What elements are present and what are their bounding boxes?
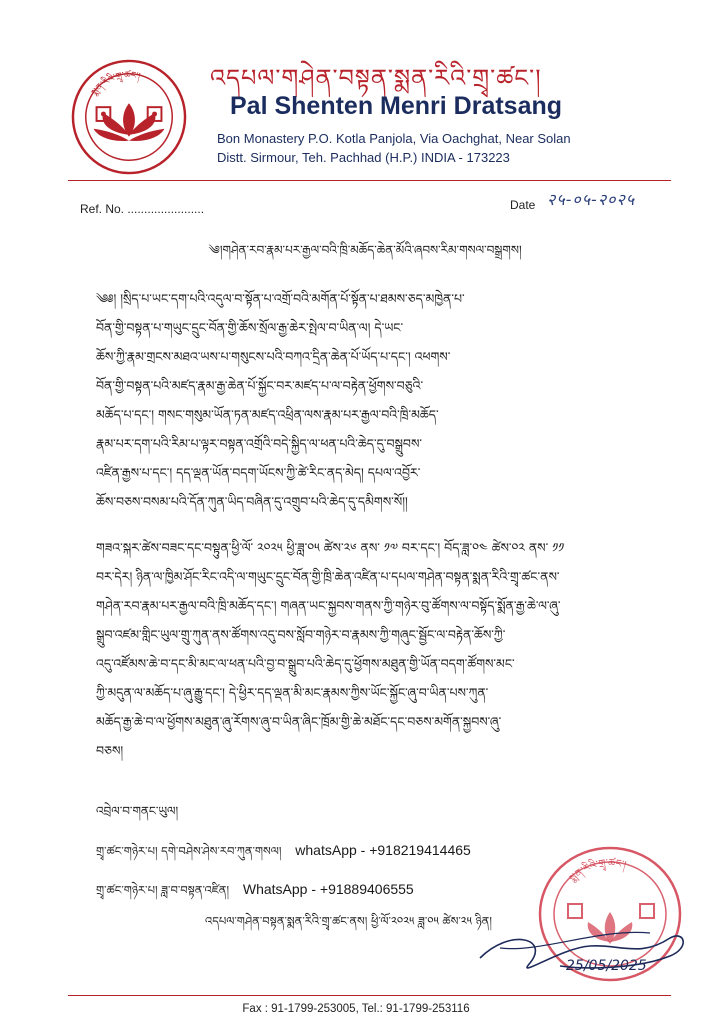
footer-divider — [68, 995, 671, 996]
paragraph-line: བོན་གྱི་བསྟན་པའི་མཛད་རྣམ་རྒྱ་ཆེན་པོ་སྐྱོང་བར་མཛད་པ་ལ་བརྟེན་ཕྱོགས་བཅུའི་ — [96, 378, 424, 393]
paragraph-line: ཆོས་ཀྱི་རྣམ་གྲངས་མཐའ་ཡས་པ་གསུངས་པའི་བཀའ་དྲིན་ཆེན་པོ་ཡོད་པ་དང་། འཕགས་ — [96, 349, 451, 364]
paragraph-line: བོན་གྱི་བསྟན་པ་གཡུང་དྲུང་བོན་གྱི་ཆོས་སྲོལ་རྒྱ་ཆེར་སྤེལ་བ་ཡིན་ལ། དེ་ཡང་ — [96, 320, 404, 335]
paragraph-line: གཤེན་རབ་རྣམ་པར་རྒྱལ་བའི་ཁྲི་མཆོད་དང་། གཞན་ཡང་སྐྱབས་གནས་ཀྱི་གཉེར་བུ་ཚོགས་ལ་བསྟོད་སྨོན་རྒྱ་ཆེ་ལ་ཞུ་ — [96, 598, 561, 613]
contact-name: གྲྭ་ཚང་གཉེར་པ། དགེ་བཤེས་ཤེས་རབ་ཀུན་གསལ། — [96, 844, 282, 858]
signature-line: འདཔལ་གཤེན་བསྟན་སྨན་རིའི་གྲྭ་ཚང་ནས། ཕྱི་ལོ་༢༠༢༥ ཟླ་༠༥ ཚེས་༢༥ ཉིན། — [205, 914, 492, 928]
paragraph-line: བར་དེར། ཉིན་ལ་ཁྱིམ་ཤོང་རིང་འདི་ལ་གཡུང་དྲུང་བོན་གྱི་ཁྲི་ཆེན་འཛིན་པ་དཔལ་གཤེན་བསྟན་སྨན་རིའི་གྲྭ་ཚང་ནས་ — [96, 569, 560, 584]
date-handwritten: २५-०५-२०२५ — [547, 190, 636, 209]
footer-contact: Fax : 91-1799-253005, Tel.: 91-1799-253116 — [242, 1003, 470, 1015]
paragraph-line: འཛིན་རྒྱས་པ་དང་། དད་ལྡན་ཡོན་བདག་ཡོངས་ཀྱི་ཚེ་རིང་ནད་མེད། དཔལ་འབྱོར་ — [96, 465, 421, 480]
paragraph-line: རྣམ་པར་དག་པའི་རིམ་པ་ལྟར་བསྟན་འགྲོའི་བདེ་སྐྱིད་ལ་ཕན་པའི་ཆེད་དུ་བསྒྲུབས་ — [96, 436, 423, 451]
paragraph-line: གཟའ་སྐར་ཚེས་བཟང་དང་བསྟུན་ཕྱི་ལོ་ ༢༠༢༥ ཕྱི་ཟླ་༠༥ ཚེས་༢༦ ནས་ ༡༧ བར་དང་། བོད་ཟླ་༠༤ ཚེས་༠༢ ནས་ ༡༡ — [96, 540, 565, 555]
paragraph-line: མཆོད་རྒྱ་ཆེ་བ་ལ་ཕྱོགས་མཐུན་ཞུ་རོགས་ཞུ་བ་ཡིན་ཞིང་ཁྲོམ་གྱི་ཆེ་མཐོང་དང་བཅས་མགོན་སྐྱབས་ཞུ་ — [96, 714, 502, 729]
handwritten-signature — [470, 908, 700, 988]
body-paragraph-2 — [96, 533, 656, 765]
svg-text:སྨན་རིའི་གྲྭ་ཚང་། — [568, 857, 628, 885]
paragraph-line: ༄༅། །སྲིད་པ་ཡང་དག་པའི་འདུལ་བ་སྟོན་པ་འགྲོ་བའི་མགོན་པོ་སྟོན་པ་ཐམས་ཅད་མཁྱེན་པ་ — [96, 291, 465, 306]
contact-heading: འབྲེལ་བ་གནང་ཡུལ། — [96, 804, 179, 818]
paragraph-line: ཆོས་བཅས་བསམ་པའི་དོན་ཀུན་ཡིད་བཞིན་དུ་འགྲུབ་པའི་ཆེད་དུ་དམིགས་སོ།། — [96, 494, 408, 509]
svg-text:སྨན་རིའི་གྲྭ་ཚང་། — [90, 70, 141, 98]
body-paragraph-1 — [96, 284, 656, 516]
date-label: Date — [510, 198, 536, 212]
paragraph-line: འདུ་འཛོམས་ཆེ་བ་དང་མི་མང་ལ་ཕན་པའི་བྱ་བ་སྒྲུབ་པའི་ཆེད་དུ་ཕྱོགས་མཐུན་གྱི་ཡོན་བདག་ཚོགས་མང་ — [96, 656, 515, 671]
header-divider — [68, 180, 671, 181]
paragraph-line: མཆོད་པ་དང་། གསང་གསུམ་ཡོན་ཏན་མཛད་འཕྲིན་ལས་རྣམ་པར་རྒྱལ་བའི་ཁྲི་མཆོད་ — [96, 407, 439, 422]
paragraph-line: བཅས། — [96, 743, 124, 758]
contact-phone: whatsApp - +918219414465 — [295, 842, 471, 858]
address-line-1: Bon Monastery P.O. Kotla Panjola, Via Oachghat, Near Solan — [217, 131, 571, 146]
org-name: Pal Shenten Menri Dratsang — [230, 92, 563, 120]
monastery-logo — [70, 58, 188, 176]
paragraph-line: ཀྱི་མདུན་ལ་མཆོད་པ་ཞུ་རྒྱུ་དང་། དེ་ཕྱིར་དད་ལྡན་མི་མང་རྣམས་ཀྱིས་ཡོང་སྐྱོང་ཞུ་བ་ཡིན་པས་ཀུན་ — [96, 685, 489, 700]
tibetan-org-title: འདཔལ་གཤེན་བསྟན་སྨན་རིའི་གྲྭ་ཚང་། — [210, 64, 542, 92]
stamp-text: སྨན་རིའི་གྲྭ་ཚང་། — [567, 857, 628, 885]
contact-name: གྲྭ་ཚང་གཉེར་པ། ཟླ་བ་བསྟན་འཛིན། — [96, 883, 230, 897]
contact-phone: WhatsApp - +91889406555 — [242, 881, 414, 897]
ref-number: Ref. No. ....................... — [80, 202, 205, 216]
logo-text: སྨན་རིའི་གྲྭ་ཚང་། — [90, 70, 142, 98]
signature-date: 25/05/2025 — [566, 958, 647, 974]
letter-subject: ༄།གཤེན་རབ་རྣམ་པར་རྒྱལ་བའི་ཁྲི་མཆོད་ཆེན་མོའི་ཞབས་རིམ་གསལ་བསྒྲགས། — [208, 243, 522, 257]
paragraph-line: སྒྲུབ་འཛམ་གླིང་ཡུལ་གྲུ་ཀུན་ནས་ཚོགས་འདུ་བས་སློབ་གཉེར་བ་རྣམས་ཀྱི་གཞུང་སྦྱོང་ལ་བརྟེན་ཆོས་ཀྱི་ — [96, 627, 506, 642]
address-line-2: Distt. Sirmour, Teh. Pachhad (H.P.) INDIA - 173223 — [217, 150, 510, 165]
